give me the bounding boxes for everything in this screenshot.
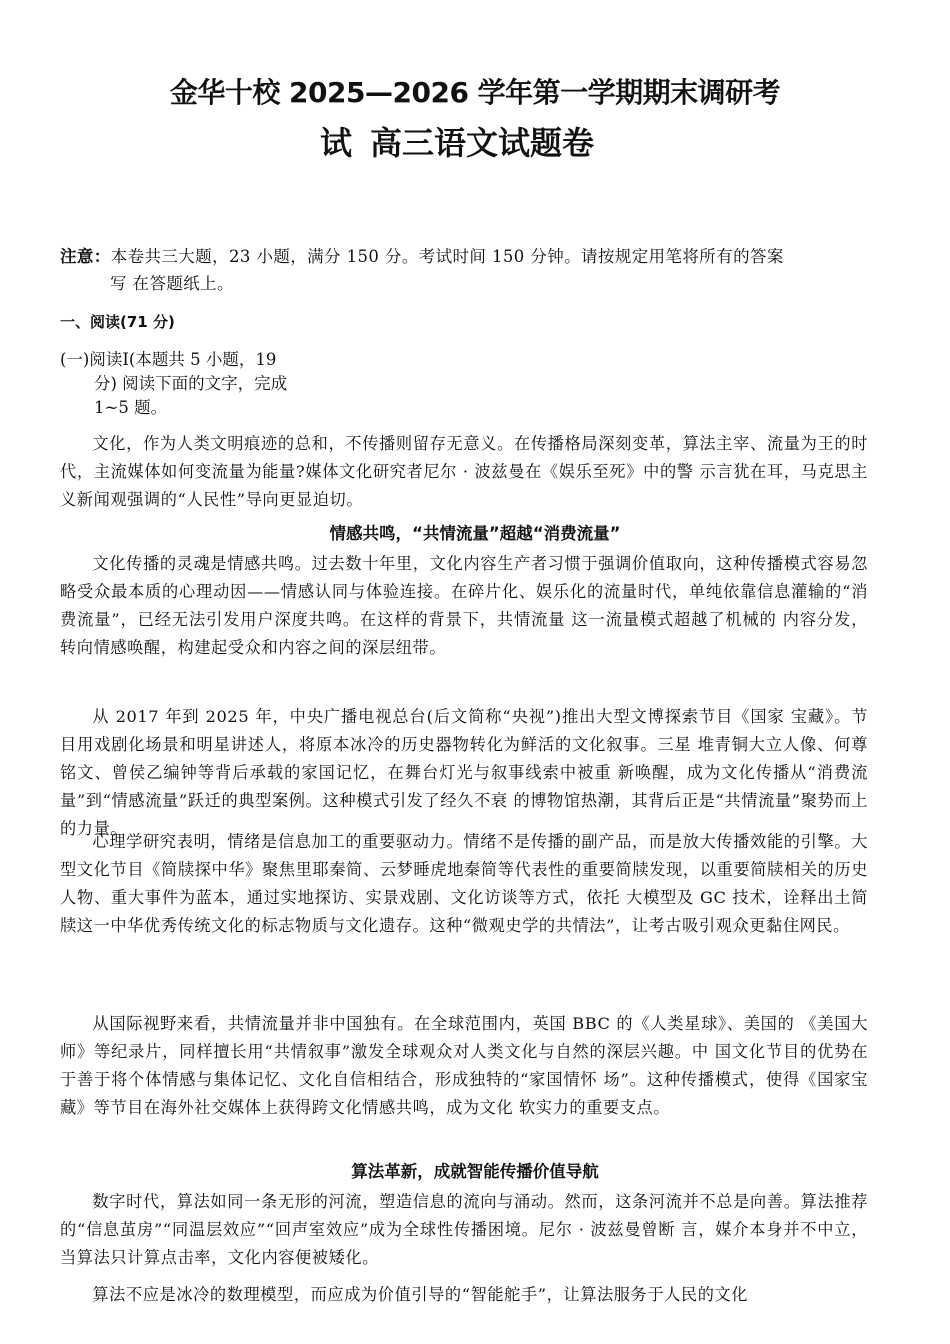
article-heading-1: 情感共鸣，“共情流量”超越“消费流量”: [329, 524, 621, 543]
article-paragraph-3: 心理学研究表明，情绪是信息加工的重要驱动力。情绪不是传播的副产品，而是放大传播效能的引擎。大型文化节目《简牍探中华》聚焦里耶秦简、云梦睡虎地秦简等代表性的重要简牍发现，以重要简牍相关的历史人物、重大事件为蓝本，通过实地探访、实景戏剧、文化访谈等方式，依托 大模型及 GC 技术，诠释出土简牍这一中华优秀传统文化的标志物质与文化遗存。这种“微观史学的共情法”，让考古吸引观众更黏住网民。: [60, 832, 868, 935]
exam-title-prefix: 试: [320, 124, 353, 162]
exam-title-line2: [320, 122, 594, 164]
article-heading-2: 算法革新，成就智能传播价值导航: [351, 1162, 599, 1181]
subsection-line3: 1~5 题。: [94, 398, 168, 417]
article-intro: 文化，作为人类文明痕迹的总和，不传播则留存无意义。在传播格局深刻变革，算法主宰、流量为王的时代，主流媒体如何变流量为能量?媒体文化研究者尼尔 · 波兹曼在《娱乐至死》中的警 示言犹在耳，马克思主义新闻观强调的“人民性”导向更显迫切。: [60, 434, 868, 509]
subsection-intro: [60, 348, 360, 420]
notice-text-line2: 写 在答题纸上。: [110, 274, 234, 293]
notice-label: 注意：: [60, 247, 111, 266]
article-paragraph-6: 算法不应是冰冷的数理模型，而应成为价值引导的“智能舵手”，让算法服务于人民的文化: [92, 1285, 749, 1304]
subsection-line1: (一)阅读Ⅰ(本题共 5 小题，19: [60, 350, 277, 369]
article-paragraph-5: 数字时代，算法如同一条无形的河流，塑造信息的流向与涌动。然而，这条河流并不总是向善。算法推荐的“信息茧房”“同温层效应”“回声室效应”成为全球性传播困境。尼尔 · 波兹曼曾断 言，媒介本身并不中立，当算法只计算点击率，文化内容便被矮化。: [60, 1192, 868, 1267]
section-title: 一、阅读(71 分): [60, 313, 175, 331]
article-paragraph-1: 文化传播的灵魂是情感共鸣。过去数十年里，文化内容生产者习惯于强调价值取向，这种传播模式容易忽略受众最本质的心理动因——情感认同与体验连接。在碎片化、娱乐化的流量时代，单纯依靠信息灌输的“消费流量”，已经无法引发用户深度共鸣。在这样的背景下，共情流量 这一流量模式超越了机械的 内容分发，转向情感唤醒，构建起受众和内容之间的深层纽带。: [60, 554, 868, 657]
exam-title-line1: 金华十校 2025—2026 学年第一学期期末调研考: [169, 76, 781, 109]
article-paragraph-2: 从 2017 年到 2025 年，中央广播电视总台(后文简称“央视”)推出大型文博探索节目《国家 宝藏》。节目用戏剧化场景和明星讲述人，将原本冰冷的历史器物转化为鲜活的文化叙事。三星 堆青铜大立人像、何尊铭文、曾侯乙编钟等背后承载的家国记忆，在舞台灯光与叙事线索中被重 新唤醒，成为文化传播从“消费流量”到“情感流量”跃迁的典型案例。这种模式引发了经久不衰 的博物馆热潮，其背后正是“共情流量”聚势而上的力量。: [60, 707, 868, 838]
exam-title-main: 高三语文试题卷: [370, 124, 595, 162]
notice-text-line1: 本卷共三大题，23 小题，满分 150 分。考试时间 150 分钟。请按规定用笔将所有的答案: [110, 247, 784, 266]
subsection-line2: 分) 阅读下面的文字，完成: [94, 374, 288, 393]
article-paragraph-4: 从国际视野来看，共情流量并非中国独有。在全球范围内，英国 BBC 的《人类星球》、美国的 《美国大师》等纪录片，同样擅长用“共情叙事”激发全球观众对人类文化与自然的深层兴趣。中 国文化节目的优势在于善于将个体情感与集体记忆、文化自信相结合，形成独特的“家国情怀 场”。这种传播模式，使得《国家宝藏》等节目在海外社交媒体上获得跨文化情感共鸣，成为文化 软实力的重要支点。: [60, 1014, 868, 1117]
exam-notice: [60, 243, 870, 297]
